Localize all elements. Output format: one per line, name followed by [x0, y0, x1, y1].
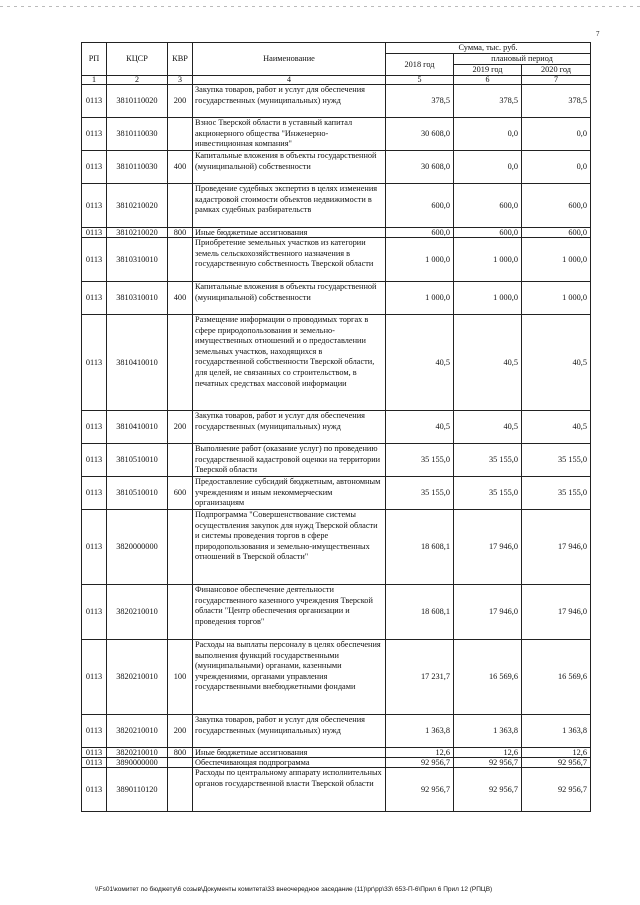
row-kcsr: 3810210020 [107, 184, 168, 228]
row-value-2020: 40,5 [522, 315, 591, 411]
column-number: 3 [168, 76, 193, 85]
row-value-2020: 17 946,0 [522, 510, 591, 585]
table-row [82, 585, 591, 640]
row-value-2018: 30 608,0 [386, 118, 454, 151]
header-rp: РП [82, 43, 107, 76]
row-kcsr: 3810410010 [107, 315, 168, 411]
budget-table [81, 42, 591, 812]
column-number: 5 [386, 76, 454, 85]
row-kcsr: 3810410010 [107, 411, 168, 444]
row-kcsr: 3810510010 [107, 477, 168, 510]
row-kvr: 200 [168, 411, 193, 444]
header-name: Наименование [193, 43, 386, 76]
row-name: Взнос Тверской области в уставный капитал акционерного общества "Инженерно-инвестиционная компания" [193, 118, 386, 151]
row-value-2018: 1 000,0 [386, 238, 454, 282]
row-rp: 0113 [82, 758, 107, 768]
row-value-2018: 1 363,8 [386, 715, 454, 748]
row-kcsr: 3810510010 [107, 444, 168, 477]
row-kcsr: 3810210020 [107, 228, 168, 238]
row-kcsr: 3810110030 [107, 118, 168, 151]
table-row [82, 748, 591, 758]
row-value-2018: 18 608,1 [386, 585, 454, 640]
row-kvr: 800 [168, 228, 193, 238]
table-row [82, 315, 591, 411]
row-kvr [168, 444, 193, 477]
row-kcsr: 3810110020 [107, 85, 168, 118]
row-kcsr: 3820210010 [107, 748, 168, 758]
column-number: 2 [107, 76, 168, 85]
row-name: Капитальные вложения в объекты государственной (муниципальной) собственности [193, 282, 386, 315]
header-sum: Сумма, тыс. руб. [386, 43, 591, 54]
row-rp: 0113 [82, 768, 107, 812]
row-value-2020: 1 000,0 [522, 282, 591, 315]
scan-top-edge [0, 6, 640, 7]
row-name: Проведение судебных экспертиз в целях изменения кадастровой стоимости объектов недвижимости в рамках судебных разбирательств [193, 184, 386, 228]
row-value-2019: 1 000,0 [454, 282, 522, 315]
row-kvr [168, 768, 193, 812]
table-header [82, 43, 591, 85]
row-rp: 0113 [82, 228, 107, 238]
row-rp: 0113 [82, 444, 107, 477]
page-number: 7 [596, 30, 600, 38]
row-value-2018: 92 956,7 [386, 758, 454, 768]
row-kcsr: 3820210010 [107, 715, 168, 748]
row-value-2020: 16 569,6 [522, 640, 591, 715]
row-value-2019: 92 956,7 [454, 768, 522, 812]
row-value-2020: 1 000,0 [522, 238, 591, 282]
row-rp: 0113 [82, 315, 107, 411]
row-rp: 0113 [82, 477, 107, 510]
row-kcsr: 3820210010 [107, 585, 168, 640]
row-name: Иные бюджетные ассигнования [193, 228, 386, 238]
row-kvr [168, 118, 193, 151]
row-value-2019: 35 155,0 [454, 444, 522, 477]
row-rp: 0113 [82, 715, 107, 748]
row-value-2018: 18 608,1 [386, 510, 454, 585]
table-row [82, 85, 591, 118]
row-kvr: 800 [168, 748, 193, 758]
column-number: 4 [193, 76, 386, 85]
row-value-2019: 600,0 [454, 184, 522, 228]
row-name: Закупка товаров, работ и услуг для обеспечения государственных (муниципальных) нужд [193, 85, 386, 118]
header-planned: плановый период [454, 54, 591, 65]
row-kvr: 400 [168, 282, 193, 315]
row-kcsr: 3890110120 [107, 768, 168, 812]
row-value-2020: 92 956,7 [522, 768, 591, 812]
table-row [82, 715, 591, 748]
row-value-2019: 0,0 [454, 118, 522, 151]
header-year-2020: 2020 год [522, 65, 591, 76]
row-value-2019: 92 956,7 [454, 758, 522, 768]
column-number: 6 [454, 76, 522, 85]
row-value-2018: 40,5 [386, 411, 454, 444]
table-row [82, 228, 591, 238]
table-row [82, 282, 591, 315]
column-number: 7 [522, 76, 591, 85]
row-kvr [168, 585, 193, 640]
row-value-2019: 16 569,6 [454, 640, 522, 715]
row-rp: 0113 [82, 585, 107, 640]
row-kcsr: 3810310010 [107, 282, 168, 315]
row-value-2019: 1 000,0 [454, 238, 522, 282]
row-value-2020: 600,0 [522, 184, 591, 228]
row-value-2020: 17 946,0 [522, 585, 591, 640]
row-value-2020: 0,0 [522, 118, 591, 151]
table-row [82, 411, 591, 444]
table-row [82, 758, 591, 768]
table-row [82, 184, 591, 228]
row-name: Выполнение работ (оказание услуг) по проведению государственной кадастровой оценки на территории Тверской области [193, 444, 386, 477]
row-value-2020: 1 363,8 [522, 715, 591, 748]
column-number: 1 [82, 76, 107, 85]
row-name: Капитальные вложения в объекты государственной (муниципальной) собственности [193, 151, 386, 184]
row-value-2018: 40,5 [386, 315, 454, 411]
table-row [82, 238, 591, 282]
row-rp: 0113 [82, 151, 107, 184]
row-value-2019: 40,5 [454, 411, 522, 444]
table-row [82, 640, 591, 715]
row-value-2018: 600,0 [386, 184, 454, 228]
row-name: Предоставление субсидий бюджетным, автономным учреждениям и иным некоммерческим организациям [193, 477, 386, 510]
column-numbers-row [82, 76, 591, 85]
row-name: Иные бюджетные ассигнования [193, 748, 386, 758]
row-value-2020: 35 155,0 [522, 477, 591, 510]
file-path-footer: \\Fs01\комитет по бюджету\6 созыв\Документы комитета\33 внеочередное заседание (11)\рг\рр\33\ 653-П-6\Прил 6 Прил 12 (РПЦВ) [95, 886, 493, 893]
row-kvr: 600 [168, 477, 193, 510]
row-kvr [168, 315, 193, 411]
row-rp: 0113 [82, 118, 107, 151]
row-rp: 0113 [82, 411, 107, 444]
row-value-2020: 0,0 [522, 151, 591, 184]
row-value-2019: 35 155,0 [454, 477, 522, 510]
row-value-2020: 92 956,7 [522, 758, 591, 768]
header-year-2018: 2018 год [386, 54, 454, 76]
table-row [82, 477, 591, 510]
row-kcsr: 3810310010 [107, 238, 168, 282]
row-kcsr: 3820210010 [107, 640, 168, 715]
row-kcsr: 3820000000 [107, 510, 168, 585]
row-name: Подпрограмма "Совершенствование системы осуществления закупок для нужд Тверской области и системы проведения торгов в сфере природопользования и земельно-имущественных отношений в Тверской области" [193, 510, 386, 585]
row-value-2018: 1 000,0 [386, 282, 454, 315]
row-value-2018: 35 155,0 [386, 477, 454, 510]
row-kcsr: 3810110030 [107, 151, 168, 184]
header-year-2019: 2019 год [454, 65, 522, 76]
row-value-2019: 0,0 [454, 151, 522, 184]
row-kvr [168, 238, 193, 282]
row-value-2020: 600,0 [522, 228, 591, 238]
row-value-2018: 92 956,7 [386, 768, 454, 812]
table-row [82, 151, 591, 184]
table-row [82, 444, 591, 477]
row-name: Расходы на выплаты персоналу в целях обеспечения выполнения функций государственными (муниципальными) органами, казенными учреждениями, органами управления государственными внебюджетными фондами [193, 640, 386, 715]
row-name: Обеспечивающая подпрограмма [193, 758, 386, 768]
row-rp: 0113 [82, 282, 107, 315]
row-name: Закупка товаров, работ и услуг для обеспечения государственных (муниципальных) нужд [193, 715, 386, 748]
row-kvr: 200 [168, 715, 193, 748]
row-value-2019: 17 946,0 [454, 585, 522, 640]
header-kcsr: КЦСР [107, 43, 168, 76]
table-body [82, 85, 591, 812]
row-name: Приобретение земельных участков из категории земель сельскохозяйственного назначения в государственную собственность Тверской области [193, 238, 386, 282]
row-rp: 0113 [82, 238, 107, 282]
header-kvr: КВР [168, 43, 193, 76]
row-rp: 0113 [82, 85, 107, 118]
row-value-2018: 600,0 [386, 228, 454, 238]
row-name: Финансовое обеспечение деятельности государственного казенного учреждения Тверской области "Центр обеспечения организации и проведения торгов" [193, 585, 386, 640]
row-value-2019: 1 363,8 [454, 715, 522, 748]
row-value-2019: 17 946,0 [454, 510, 522, 585]
row-value-2020: 12,6 [522, 748, 591, 758]
table-row [82, 510, 591, 585]
row-name: Размещение информации о проводимых торгах в сфере природопользования и земельно-имущественных отношений и о предоставлении земельных участков, находящихся в государственной собственности Тверской области, для целей, не связанных со строительством, в печатных средствах массовой информации [193, 315, 386, 411]
row-kvr: 200 [168, 85, 193, 118]
row-value-2020: 378,5 [522, 85, 591, 118]
row-kvr: 400 [168, 151, 193, 184]
row-rp: 0113 [82, 510, 107, 585]
row-value-2018: 12,6 [386, 748, 454, 758]
row-name: Закупка товаров, работ и услуг для обеспечения государственных (муниципальных) нужд [193, 411, 386, 444]
row-value-2020: 40,5 [522, 411, 591, 444]
row-kcsr: 3890000000 [107, 758, 168, 768]
row-rp: 0113 [82, 748, 107, 758]
row-value-2019: 600,0 [454, 228, 522, 238]
table-row [82, 118, 591, 151]
row-value-2018: 378,5 [386, 85, 454, 118]
row-kvr [168, 184, 193, 228]
row-value-2018: 30 608,0 [386, 151, 454, 184]
row-value-2019: 40,5 [454, 315, 522, 411]
row-value-2018: 35 155,0 [386, 444, 454, 477]
row-value-2019: 378,5 [454, 85, 522, 118]
row-kvr [168, 758, 193, 768]
row-kvr: 100 [168, 640, 193, 715]
row-kvr [168, 510, 193, 585]
row-rp: 0113 [82, 184, 107, 228]
table-row [82, 768, 591, 812]
row-value-2019: 12,6 [454, 748, 522, 758]
row-value-2018: 17 231,7 [386, 640, 454, 715]
row-name: Расходы по центральному аппарату исполнительных органов государственной власти Тверской области [193, 768, 386, 812]
row-rp: 0113 [82, 640, 107, 715]
row-value-2020: 35 155,0 [522, 444, 591, 477]
